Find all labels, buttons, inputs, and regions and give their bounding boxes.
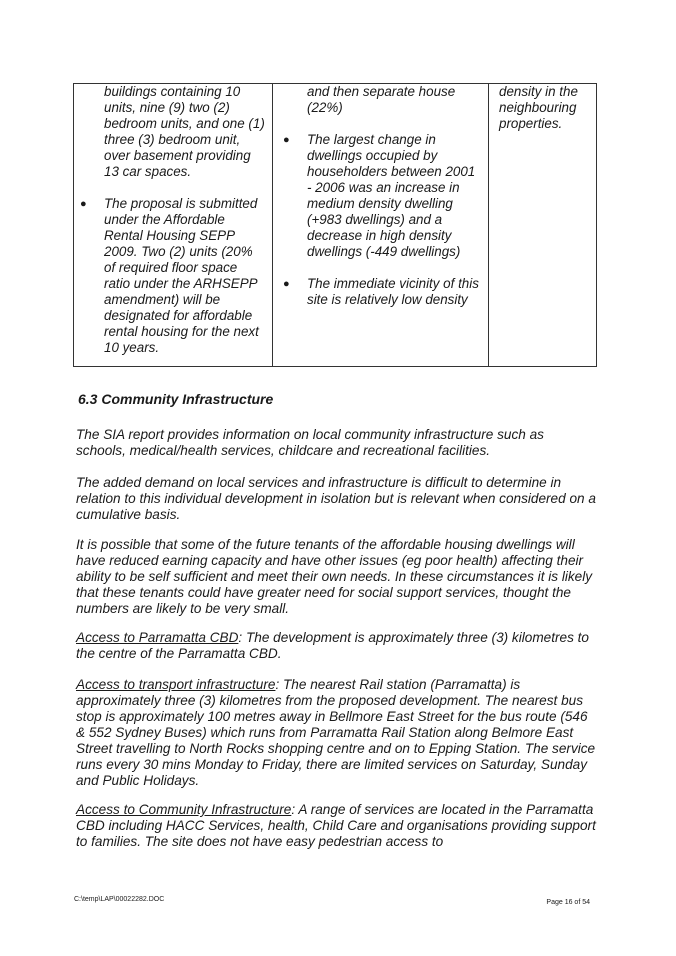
- footer-file-path: C:\temp\LAP\00022282.DOC: [74, 896, 165, 903]
- footer-page-number: Page 16 of 54: [546, 899, 590, 906]
- list-item-text: The immediate vicinity of this site is relatively low density: [307, 276, 479, 307]
- paragraph: The SIA report provides information on local community infrastructure such as schools, medical/health services, childcare and recreational facilities.: [76, 427, 544, 458]
- paragraph: The added demand on local services and infrastructure is difficult to determine in relation to this individual development in isolation but is relevant when considered on a cumulative basis.: [76, 475, 596, 522]
- assessment-table: [73, 83, 597, 367]
- table-cell-text: and then separate house (22%): [307, 84, 456, 115]
- list-item: [283, 276, 482, 308]
- paragraph-community-access: [76, 802, 596, 850]
- list-item-text: The largest change in dwellings occupied by householders between 2001 - 2006 was an increase in medium density dwelling (+983 dwellings) and a decrease in high density dwellings (-449 dwellings): [307, 132, 476, 259]
- paragraph: It is possible that some of the future tenants of the affordable housing dwellings will have reduced earning capacity and have other issues (eg poor health) affecting their ability to be self sufficient and meet their own needs. In these circumstances it is likely that these tenants could have greater need for social support services, thought the numbers are likely to be very small.: [76, 537, 593, 616]
- transport-access-text: : The nearest Rail station (Parramatta) is approximately three (3) kilometres from the proposed development. The nearest bus stop is approximately 100 metres away in Bellmore East Street for the bus route (546 & 552 Sydney Buses) which runs from Parramatta Rail Station along Belmore East Street travelling to North Rocks shopping centre and on to Epping Station. The service runs every 30 mins Monday to Friday, there are limited services on Saturday, Sunday and Public Holidays.: [76, 677, 596, 788]
- table-cell-text: buildings containing 10 units, nine (9) two (2) bedroom units, and one (1) three (3) bedroom unit, over basement providing 13 car spaces.: [104, 84, 265, 179]
- list-item-text: The proposal is submitted under the Affordable Rental Housing SEPP 2009. Two (2) units (20% of required floor space ratio under the ARHSEPP amendment) will be designated for affordable rental housing for the next 10 years.: [104, 196, 259, 355]
- community-access-label: Access to Community Infrastructure: [76, 802, 292, 817]
- table-column-1: [74, 84, 273, 366]
- section-heading: 6.3 Community Infrastructure: [78, 391, 274, 407]
- cbd-access-label: Access to Parramatta CBD: [76, 630, 239, 645]
- paragraph-cbd-access: [76, 630, 596, 662]
- table-cell-text: density in the neighbouring properties.: [499, 84, 578, 131]
- bullet-icon: ●: [283, 278, 290, 290]
- list-item: [80, 196, 266, 356]
- table-column-2: [273, 84, 489, 366]
- bullet-icon: ●: [80, 198, 87, 210]
- paragraph-transport-access: [76, 677, 596, 789]
- bullet-icon: ●: [283, 134, 290, 146]
- cbd-access-text: : The development is approximately three (3) kilometres to the centre of the Parramatta CBD.: [76, 630, 589, 661]
- list-item: [283, 132, 482, 260]
- community-access-text: : A range of services are located in the Parramatta CBD including HACC Services, health, Child Care and organisations providing support to families. The site does not have easy pedestrian access to: [76, 802, 596, 849]
- table-column-3: [489, 84, 596, 366]
- transport-access-label: Access to transport infrastructure: [76, 677, 276, 692]
